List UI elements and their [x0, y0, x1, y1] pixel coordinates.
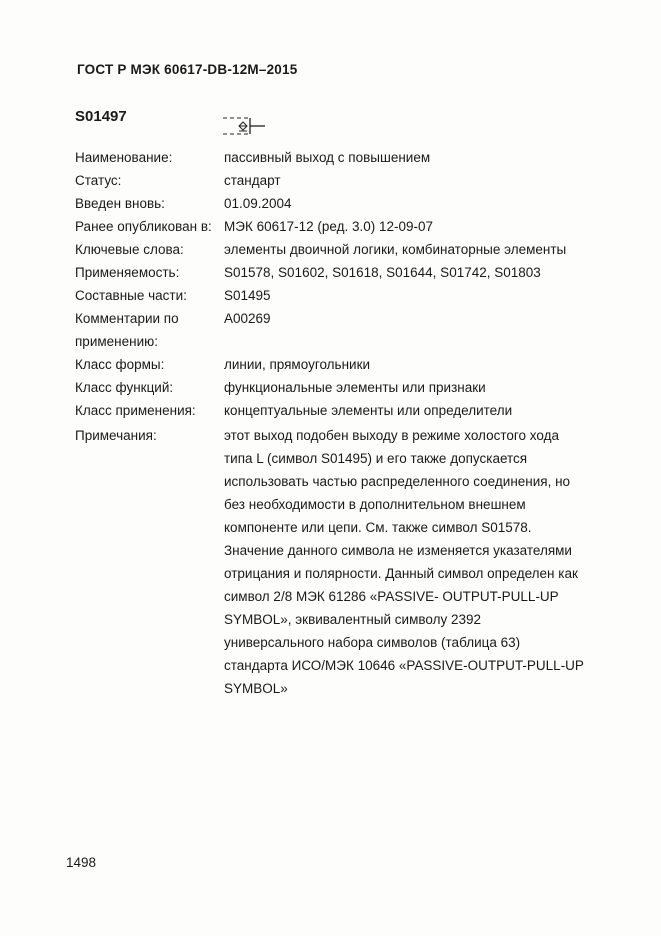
field-row-keywords	[75, 238, 595, 261]
field-label: Класс формы:	[75, 357, 165, 372]
field-value: 01.09.2004	[224, 196, 292, 211]
field-label: Ключевые слова:	[75, 242, 184, 257]
field-value: S01578, S01602, S01618, S01644, S01742, S01803	[224, 265, 541, 280]
field-value: функциональные элементы или признаки	[224, 380, 486, 395]
notes-line: компоненте или цепи. См. также символ S01578.	[224, 520, 532, 535]
field-value: пассивный выход с повышением	[224, 150, 431, 165]
field-row-status	[75, 169, 595, 192]
field-row-parts	[75, 284, 595, 307]
field-label: Класс применения:	[75, 403, 196, 418]
field-row-name	[75, 146, 595, 169]
field-label: Составные части:	[75, 288, 187, 303]
notes-line: Значение данного символа не изменяется указателями	[224, 543, 572, 558]
notes-line: отрицания и полярности. Данный символ определен как	[224, 566, 578, 581]
field-label: Применяемость:	[75, 265, 180, 280]
field-value: МЭК 60617-12 (ред. 3.0) 12-09-07	[224, 219, 434, 234]
field-row-comments-cont	[75, 330, 595, 353]
notes-text	[224, 424, 604, 700]
field-label: применению:	[75, 334, 158, 349]
notes-line: SYMBOL», эквивалентный символу 2392	[224, 612, 482, 627]
field-row-introduced	[75, 192, 595, 215]
notes-line: типа L (символ S01495) и его также допускается	[224, 451, 528, 466]
field-value: S01495	[224, 288, 271, 303]
notes-line: стандарта ИСО/МЭК 10646 «PASSIVE-OUTPUT-PULL-UP	[224, 658, 584, 673]
field-label: Класс функций:	[75, 380, 174, 395]
field-label: Ранее опубликован в:	[75, 219, 212, 234]
page-number: 1498	[66, 855, 97, 870]
field-value: элементы двоичной логики, комбинаторные элементы	[224, 242, 567, 257]
field-row-form-class	[75, 353, 595, 376]
field-label: Примечания:	[75, 428, 157, 443]
field-label: Введен вновь:	[75, 196, 165, 211]
notes-line: SYMBOL»	[224, 681, 288, 696]
field-value: концептуальные элементы или определители	[224, 403, 513, 418]
notes-line: универсального набора символов (таблица 63)	[224, 635, 521, 650]
notes-line: использовать частью распределенного соединения, но	[224, 474, 571, 489]
field-label: Наименование:	[75, 150, 173, 165]
symbol-code: S01497	[75, 108, 127, 125]
field-row-comments	[75, 307, 595, 330]
notes-line: этот выход подобен выходу в режиме холостого хода	[224, 428, 559, 443]
notes-line: без необходимости в дополнительном внешнем	[224, 497, 526, 512]
field-value: стандарт	[224, 173, 281, 188]
notes-line: символ 2/8 МЭК 61286 «PASSIVE- OUTPUT-PULL-UP	[224, 589, 559, 604]
document-header: ГОСТ Р МЭК 60617-DB-12M–2015	[77, 62, 298, 77]
field-row-applicability	[75, 261, 595, 284]
field-row-application-class	[75, 399, 595, 422]
field-label: Комментарии по	[75, 311, 179, 326]
field-row-function-class	[75, 376, 595, 399]
field-value: A00269	[224, 311, 271, 326]
field-row-published	[75, 215, 595, 238]
field-label: Статус:	[75, 173, 122, 188]
passive-output-pull-up-symbol-icon	[221, 114, 271, 140]
field-value: линии, прямоугольники	[224, 357, 371, 372]
